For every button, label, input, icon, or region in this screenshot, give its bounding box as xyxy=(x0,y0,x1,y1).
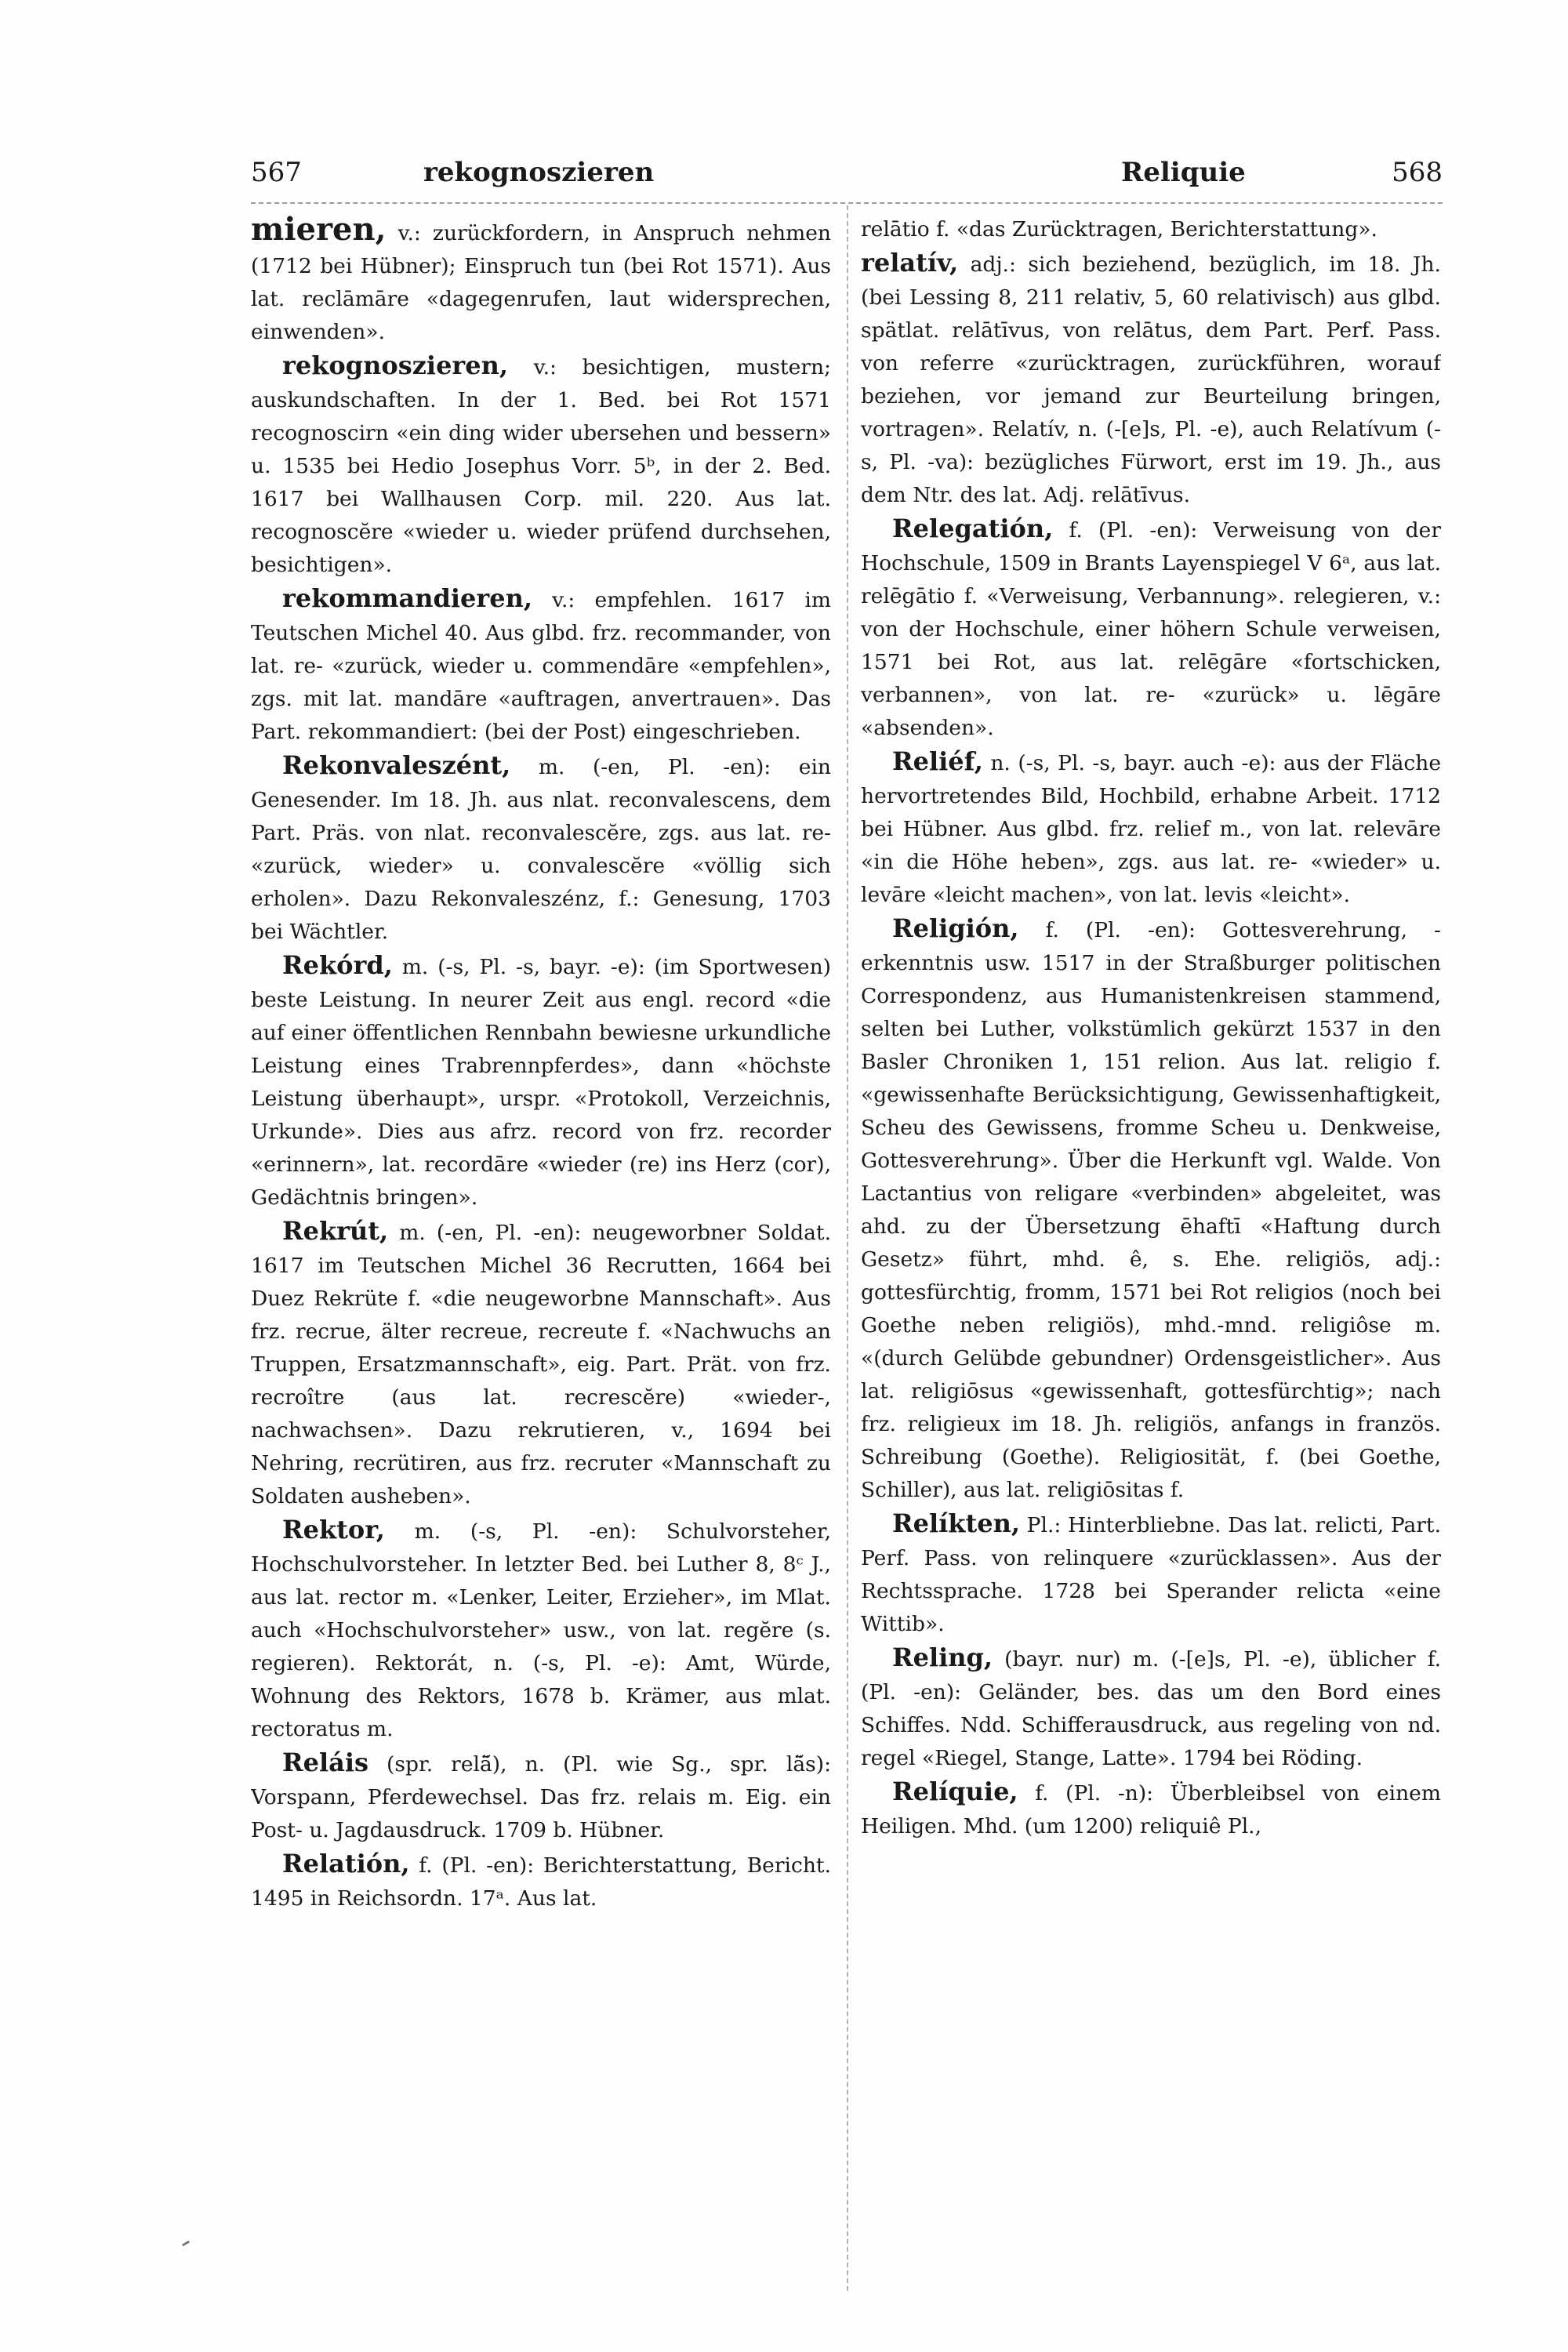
dictionary-entry xyxy=(861,246,1441,512)
dictionary-entry xyxy=(251,1847,831,1915)
entry-headword: Rekórd, xyxy=(282,950,393,980)
header-rule xyxy=(251,202,1443,204)
dictionary-entry xyxy=(861,912,1441,1507)
dictionary-entry xyxy=(861,512,1441,745)
dictionary-entry xyxy=(861,1507,1441,1641)
dictionary-entry xyxy=(251,949,831,1214)
entry-headword: Rektor, xyxy=(282,1515,385,1544)
page-number-right: 568 xyxy=(1392,157,1443,188)
entry-headword: Rekrút, xyxy=(282,1216,389,1246)
entry-text: m. (-s, Pl. -en): Schulvorsteher, Hochschulvorsteher. In letzter Bed. bei Luther 8, 8ᶜ J., aus lat. rector m. «Lenker, Leiter, Erzieher», im Mlat. auch «Hochschulvorsteher» usw., von lat. regĕre (s. regieren). Rektorát, n. (-s, Pl. -e): Amt, Würde, Wohnung des Rektors, 1678 b. Krämer, aus mlat. rectoratus m. xyxy=(251,1519,831,1741)
entry-headword: Reliéf, xyxy=(892,746,983,776)
entry-text: m. (-en, Pl. -en): neugeworbner Soldat. 1617 im Teutschen Michel 36 Recrutten, 1664 bei Duez Rekrüte f. «die neugeworbne Mannschaft». Aus frz. recrue, älter recreue, recreute f. «Nachwuchs an Truppen, Ersatzmannschaft», eig. Part. Prät. von frz. recroître (aus lat. recrescĕre) «wieder-, nachwachsen». Dazu rekrutieren, v., 1694 bei Nehring, recrütiren, aus frz. recruter «Mannschaft zu Soldaten ausheben». xyxy=(251,1221,831,1508)
entry-headword: Reláis xyxy=(282,1748,369,1777)
dictionary-entry-continuation xyxy=(861,213,1441,246)
entry-text: f. (Pl. -en): Gottesverehrung, -erkenntnis usw. 1517 in der Straßburger politischen Correspondenz, aus Humanistenkreisen stammend, selten bei Luther, volkstümlich gekürzt 1537 in den Basler Chroniken 1, 151 relion. Aus lat. religio f. «gewissenhafte Berücksichtigung, Gewissenhaftigkeit, Scheu des Gewissens, fromme Scheu u. Denkweise, Gottesverehrung». Über die Herkunft vgl. Walde. Von Lactantius von religare «verbinden» abgeleitet, was ahd. zu der Übersetzung ēhaftī «Haftung durch Gesetz» führt, mhd. ê, s. Ehe. religiös, adj.: gottesfürchtig, fromm, 1571 bei Rot religios (noch bei Goethe neben religiös), mhd.-mnd. religiôse m. «(durch Gelübde gebundner) Ordensgeistlicher». Aus lat. religiōsus «gewissenhaft, gottesfürchtig»; nach frz. religieux im 18. Jh. religiös, anfangs in französ. Schreibung (Goethe). Religiosität, f. (bei Goethe, Schiller), aus lat. religiōsitas f. xyxy=(861,918,1441,1502)
running-header xyxy=(251,157,1443,201)
entry-text: f. (Pl. -en): Berichterstattung, Bericht. 1495 in Reichsordn. 17ᵃ. Aus lat. xyxy=(251,1853,831,1911)
column-divider xyxy=(847,205,848,2291)
entry-text: Pl.: Hinterbliebne. Das lat. relicti, Part. Perf. Pass. von relinquere «zurücklassen». Aus der Rechtssprache. 1728 bei Sperander relicta «eine Wittib». xyxy=(861,1513,1441,1636)
entry-headword: Rekonvaleszént, xyxy=(282,750,511,780)
entry-text: (bayr. nur) m. (-[e]s, Pl. -e), üblicher f. (Pl. -en): Geländer, bes. das um den Bord eines Schiffes. Ndd. Schifferausdruck, aus regeling von nd. regel «Riegel, Stange, Latte». 1794 bei Röding. xyxy=(861,1647,1441,1770)
entry-text: f. (Pl. -n): Überbleibsel von einem Heiligen. Mhd. (um 1200) reliquiê Pl., xyxy=(861,1781,1441,1838)
entry-headword: Relatión, xyxy=(282,1849,410,1878)
header-keyword-right: Reliquie xyxy=(1121,157,1246,188)
entry-headword: Relegatión, xyxy=(892,514,1054,543)
dictionary-entry xyxy=(251,1214,831,1513)
page-number-left: 567 xyxy=(251,157,302,188)
dictionary-entry xyxy=(861,1641,1441,1775)
entry-headword: relatív, xyxy=(861,248,959,278)
entry-text: v.: zurückfordern, in Anspruch nehmen (1712 bei Hübner); Einspruch tun (bei Rot 1571). Aus lat. reclāmāre «dagegenrufen, laut widersprechen, einwenden». xyxy=(251,221,831,344)
entry-text: relātio f. «das Zurücktragen, Berichterstattung». xyxy=(861,217,1377,241)
dictionary-entry xyxy=(251,1746,831,1847)
entry-text: n. (-s, Pl. -s, bayr. auch -e): aus der Fläche hervortretendes Bild, Hochbild, erhabne Arbeit. 1712 bei Hübner. Aus glbd. frz. relief m., von lat. relevāre «in die Höhe heben», zgs. aus lat. re- «wieder» u. levāre «leicht machen», von lat. levis «leicht». xyxy=(861,751,1441,907)
left-column xyxy=(251,213,831,2267)
entry-text: adj.: sich beziehend, bezüglich, im 18. Jh. (bei Lessing 8, 211 relativ, 5, 60 relativisch) aus glbd. spätlat. relātīvus, von relātus, dem Part. Perf. Pass. von referre «zurücktragen, zurückführen, worauf beziehen, vor jemand zur Beurteilung bringen, vortragen». Relatív, n. (-[e]s, Pl. -e), auch Relatívum (-s, Pl. -va): bezügliches Fürwort, erst im 19. Jh., aus dem Ntr. des lat. Adj. relātīvus. xyxy=(861,252,1441,507)
entry-text: m. (-s, Pl. -s, bayr. -e): (im Sportwesen) beste Leistung. In neurer Zeit aus engl. record «die auf einer öffentlichen Rennbahn bewiesne urkundliche Leistung eines Trabrennpferdes», dann «höchste Leistung überhaupt», urspr. «Protokoll, Verzeichnis, Urkunde». Dies aus afrz. record von frz. recorder «erinnern», lat. recordāre «wieder (re) ins Herz (cor), Gedächtnis bringen». xyxy=(251,955,831,1210)
entry-headword: Relíquie, xyxy=(892,1777,1018,1806)
entry-text: v.: empfehlen. 1617 im Teutschen Michel 40. Aus glbd. frz. recommander, von lat. re- «zurück, wieder u. commendāre «empfehlen», zgs. mit lat. mandāre «auftragen, anvertrauen». Das Part. rekommandiert: (bei der Post) eingeschrieben. xyxy=(251,588,831,744)
entry-headword: mieren, xyxy=(251,213,387,248)
dictionary-entry xyxy=(861,1775,1441,1843)
entry-text: (spr. relä̆), n. (Pl. wie Sg., spr. lä̆s): Vorspann, Pferdewechsel. Das frz. relais m. Eig. ein Post- u. Jagdausdruck. 1709 b. Hübner. xyxy=(251,1752,831,1842)
entry-headword: Reling, xyxy=(892,1642,993,1672)
dictionary-entry xyxy=(861,745,1441,912)
right-column xyxy=(861,213,1441,2267)
entry-headword: rekognoszieren, xyxy=(282,350,509,380)
entry-headword: rekommandieren, xyxy=(282,583,532,613)
entry-text: m. (-en, Pl. -en): ein Genesender. Im 18. Jh. aus nlat. reconvalescens, dem Part. Präs. von nlat. reconvalescĕre, zgs. aus lat. re- «zurück, wieder» u. convalescĕre «völlig sich erholen». Dazu Rekonvaleszénz, f.: Genesung, 1703 bei Wächtler. xyxy=(251,755,831,944)
entry-text: v.: besichtigen, mustern; auskundschaften. In der 1. Bed. bei Rot 1571 recognoscirn «ein ding wider ubersehen und bessern» u. 1535 bei Hedio Josephus Vorr. 5ᵇ, in der 2. Bed. 1617 bei Wallhausen Corp. mil. 220. Aus lat. recognoscĕre «wieder u. wieder prüfend durchsehen, besichtigen». xyxy=(251,355,831,577)
dictionary-entry xyxy=(251,1513,831,1746)
dictionary-entry xyxy=(251,349,831,582)
entry-headword: Relíkten, xyxy=(892,1508,1020,1538)
entry-text: f. (Pl. -en): Verweisung von der Hochschule, 1509 in Brants Layenspiegel V 6ᵃ, aus lat. relēgātio f. «Verweisung, Verbannung». relegieren, v.: von der Hochschule, einer höhern Schule verweisen, 1571 bei Rot, aus lat. relēgāre «fortschicken, verbannen», von lat. re- «zurück» u. lēgāre «absenden». xyxy=(861,518,1441,740)
ink-smudge xyxy=(182,2241,190,2247)
header-keyword-left: rekognoszieren xyxy=(423,157,655,188)
entry-headword: Religión, xyxy=(892,913,1019,943)
dictionary-entry xyxy=(251,749,831,949)
dictionary-entry xyxy=(251,213,831,349)
dictionary-entry xyxy=(251,582,831,749)
